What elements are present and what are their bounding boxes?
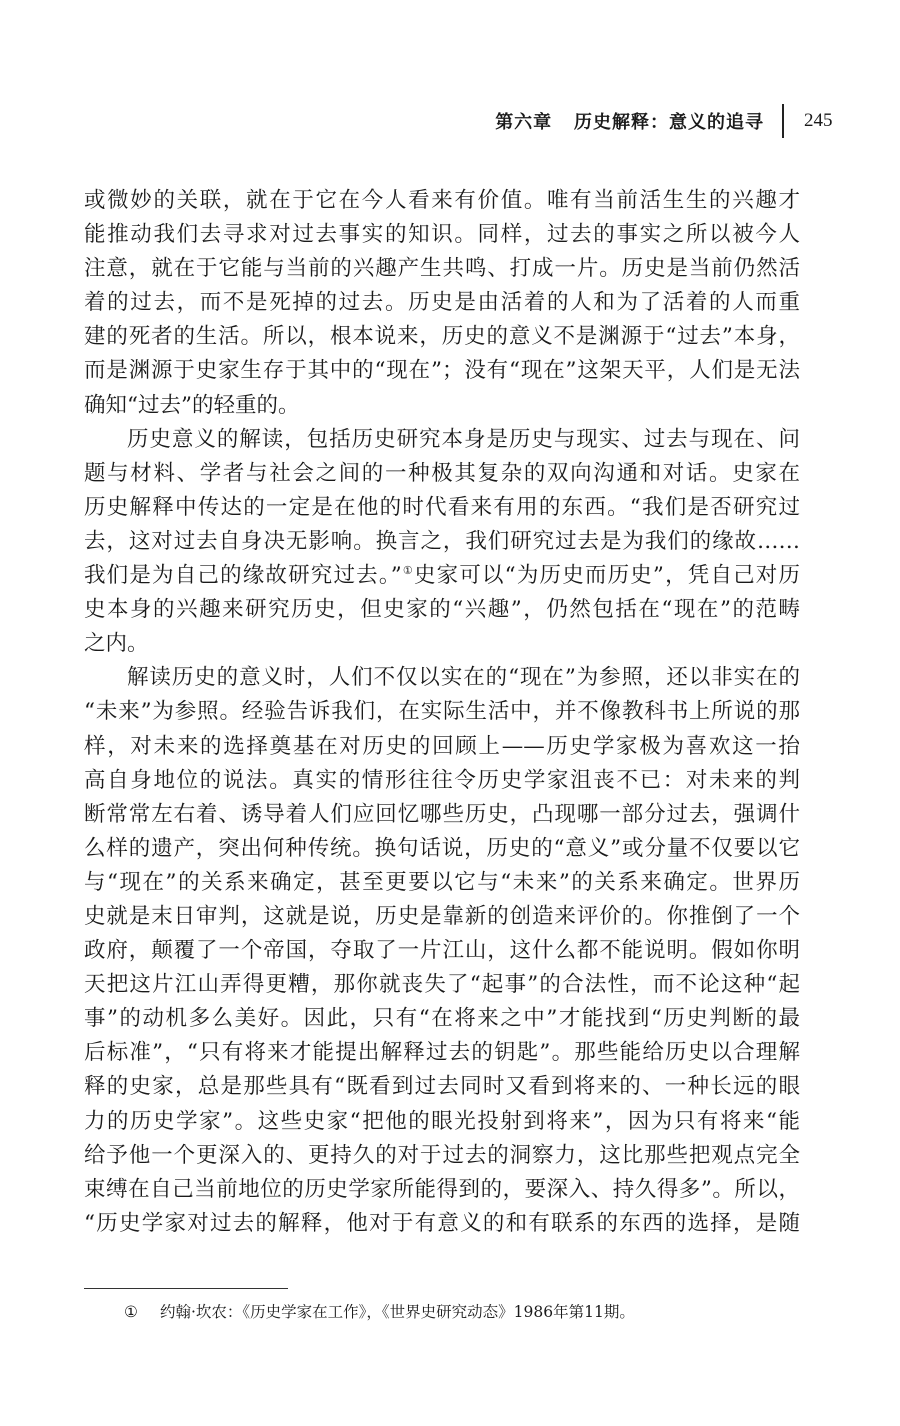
footnote-marker[interactable]: ① bbox=[401, 563, 414, 577]
chapter-title: 第六章 历史解释：意义的追寻 bbox=[495, 112, 764, 133]
header-divider bbox=[782, 104, 784, 138]
text-line: 给予他一个更深入的、更持久的对于过去的洞察力，这比那些把观点完全 bbox=[84, 1142, 800, 1168]
text-line: 解读历史的意义时，人们不仅以实在的“现在”为参照，还以非实在的 bbox=[127, 665, 800, 691]
text-line: 天把这片江山弄得更糟，那你就丧失了“起事”的合法性，而不论这种“起 bbox=[84, 972, 800, 998]
page-number: 245 bbox=[804, 110, 833, 131]
footnote-text: 约翰·坎农：《历史学家在工作》，《世界史研究动态》1986年第11期。 bbox=[160, 1303, 635, 1321]
text-line: 之内。 bbox=[84, 631, 149, 657]
text-line: 后标准”，“只有将来才能提出解释过去的钥匙”。那些能给历史以合理解 bbox=[84, 1040, 800, 1066]
text-continuation: 史家可以“为历史而历史”，凭自己对历 bbox=[413, 563, 800, 589]
body-text bbox=[84, 184, 800, 1241]
text-line: 史本身的兴趣来研究历史，但史家的“兴趣”，仍然包括在“现在”的范畴 bbox=[84, 597, 800, 623]
text-line: 事”的动机多么美好。因此，只有“在将来之中”才能找到“历史判断的最 bbox=[84, 1006, 800, 1032]
text-line: 力的历史学家”。这些史家“把他的眼光投射到将来”，因为只有将来“能 bbox=[84, 1108, 800, 1134]
quote-end: 我们是为自己的缘故研究过去。” bbox=[84, 563, 402, 589]
text-line: 去，这对过去自身决无影响。换言之，我们研究过去是为我们的缘故…… bbox=[84, 528, 800, 554]
text-line: 与“现在”的关系来确定，甚至更要以它与“未来”的关系来确定。世界历 bbox=[84, 869, 800, 895]
text-line: 题与材料、学者与社会之间的一种极其复杂的双向沟通和对话。史家在 bbox=[84, 460, 800, 486]
text-line: 高自身地位的说法。真实的情形往往令历史学家沮丧不已：对未来的判 bbox=[84, 767, 800, 793]
text-line: 着的过去，而不是死掉的过去。历史是由活着的人和为了活着的人而重 bbox=[84, 290, 800, 316]
text-line: 样，对未来的选择奠基在对历史的回顾上——历史学家极为喜欢这一抬 bbox=[84, 733, 800, 759]
text-line: “历史学家对过去的解释，他对于有意义的和有联系的东西的选择，是随 bbox=[84, 1210, 800, 1236]
text-line: 政府，颠覆了一个帝国，夺取了一片江山，这什么都不能说明。假如你明 bbox=[84, 938, 800, 964]
text-line: 而是渊源于史家生存于其中的“现在”；没有“现在”这架天平，人们是无法 bbox=[84, 358, 800, 384]
text-line: 历史解释中传达的一定是在他的时代看来有用的东西。“我们是否研究过 bbox=[84, 494, 800, 520]
text-line: 历史意义的解读，包括历史研究本身是历史与现实、过去与现在、问 bbox=[127, 426, 800, 452]
text-line: 注意，就在于它能与当前的兴趣产生共鸣、打成一片。历史是当前仍然活 bbox=[84, 256, 800, 282]
text-line-with-footnote bbox=[84, 559, 800, 593]
text-line: 么样的遗产，突出何种传统。换句话说，历史的“意义”或分量不仅要以它 bbox=[84, 835, 800, 861]
footnote-divider bbox=[84, 1288, 288, 1289]
footnote bbox=[118, 1302, 635, 1322]
text-line: 建的死者的生活。所以，根本说来，历史的意义不是渊源于“过去”本身， bbox=[84, 324, 800, 350]
text-line: 断常常左右着、诱导着人们应回忆哪些历史，凸现哪一部分过去，强调什 bbox=[84, 801, 800, 827]
footnote-number: ① bbox=[124, 1303, 138, 1321]
text-line: 释的史家，总是那些具有“既看到过去同时又看到将来的、一种长远的眼 bbox=[84, 1074, 800, 1100]
text-line: “未来”为参照。经验告诉我们，在实际生活中，并不像教科书上所说的那 bbox=[84, 699, 800, 725]
text-line: 能推动我们去寻求对过去事实的知识。同样，过去的事实之所以被今人 bbox=[84, 222, 800, 248]
text-line: 确知“过去”的轻重的。 bbox=[84, 392, 300, 418]
text-line: 束缚在自己当前地位的历史学家所能得到的，要深入、持久得多”。所以， bbox=[84, 1176, 800, 1202]
running-header bbox=[495, 104, 836, 138]
text-line: 史就是末日审判，这就是说，历史是靠新的创造来评价的。你推倒了一个 bbox=[84, 903, 800, 929]
text-line: 或微妙的关联，就在于它在今人看来有价值。唯有当前活生生的兴趣才 bbox=[84, 188, 800, 213]
